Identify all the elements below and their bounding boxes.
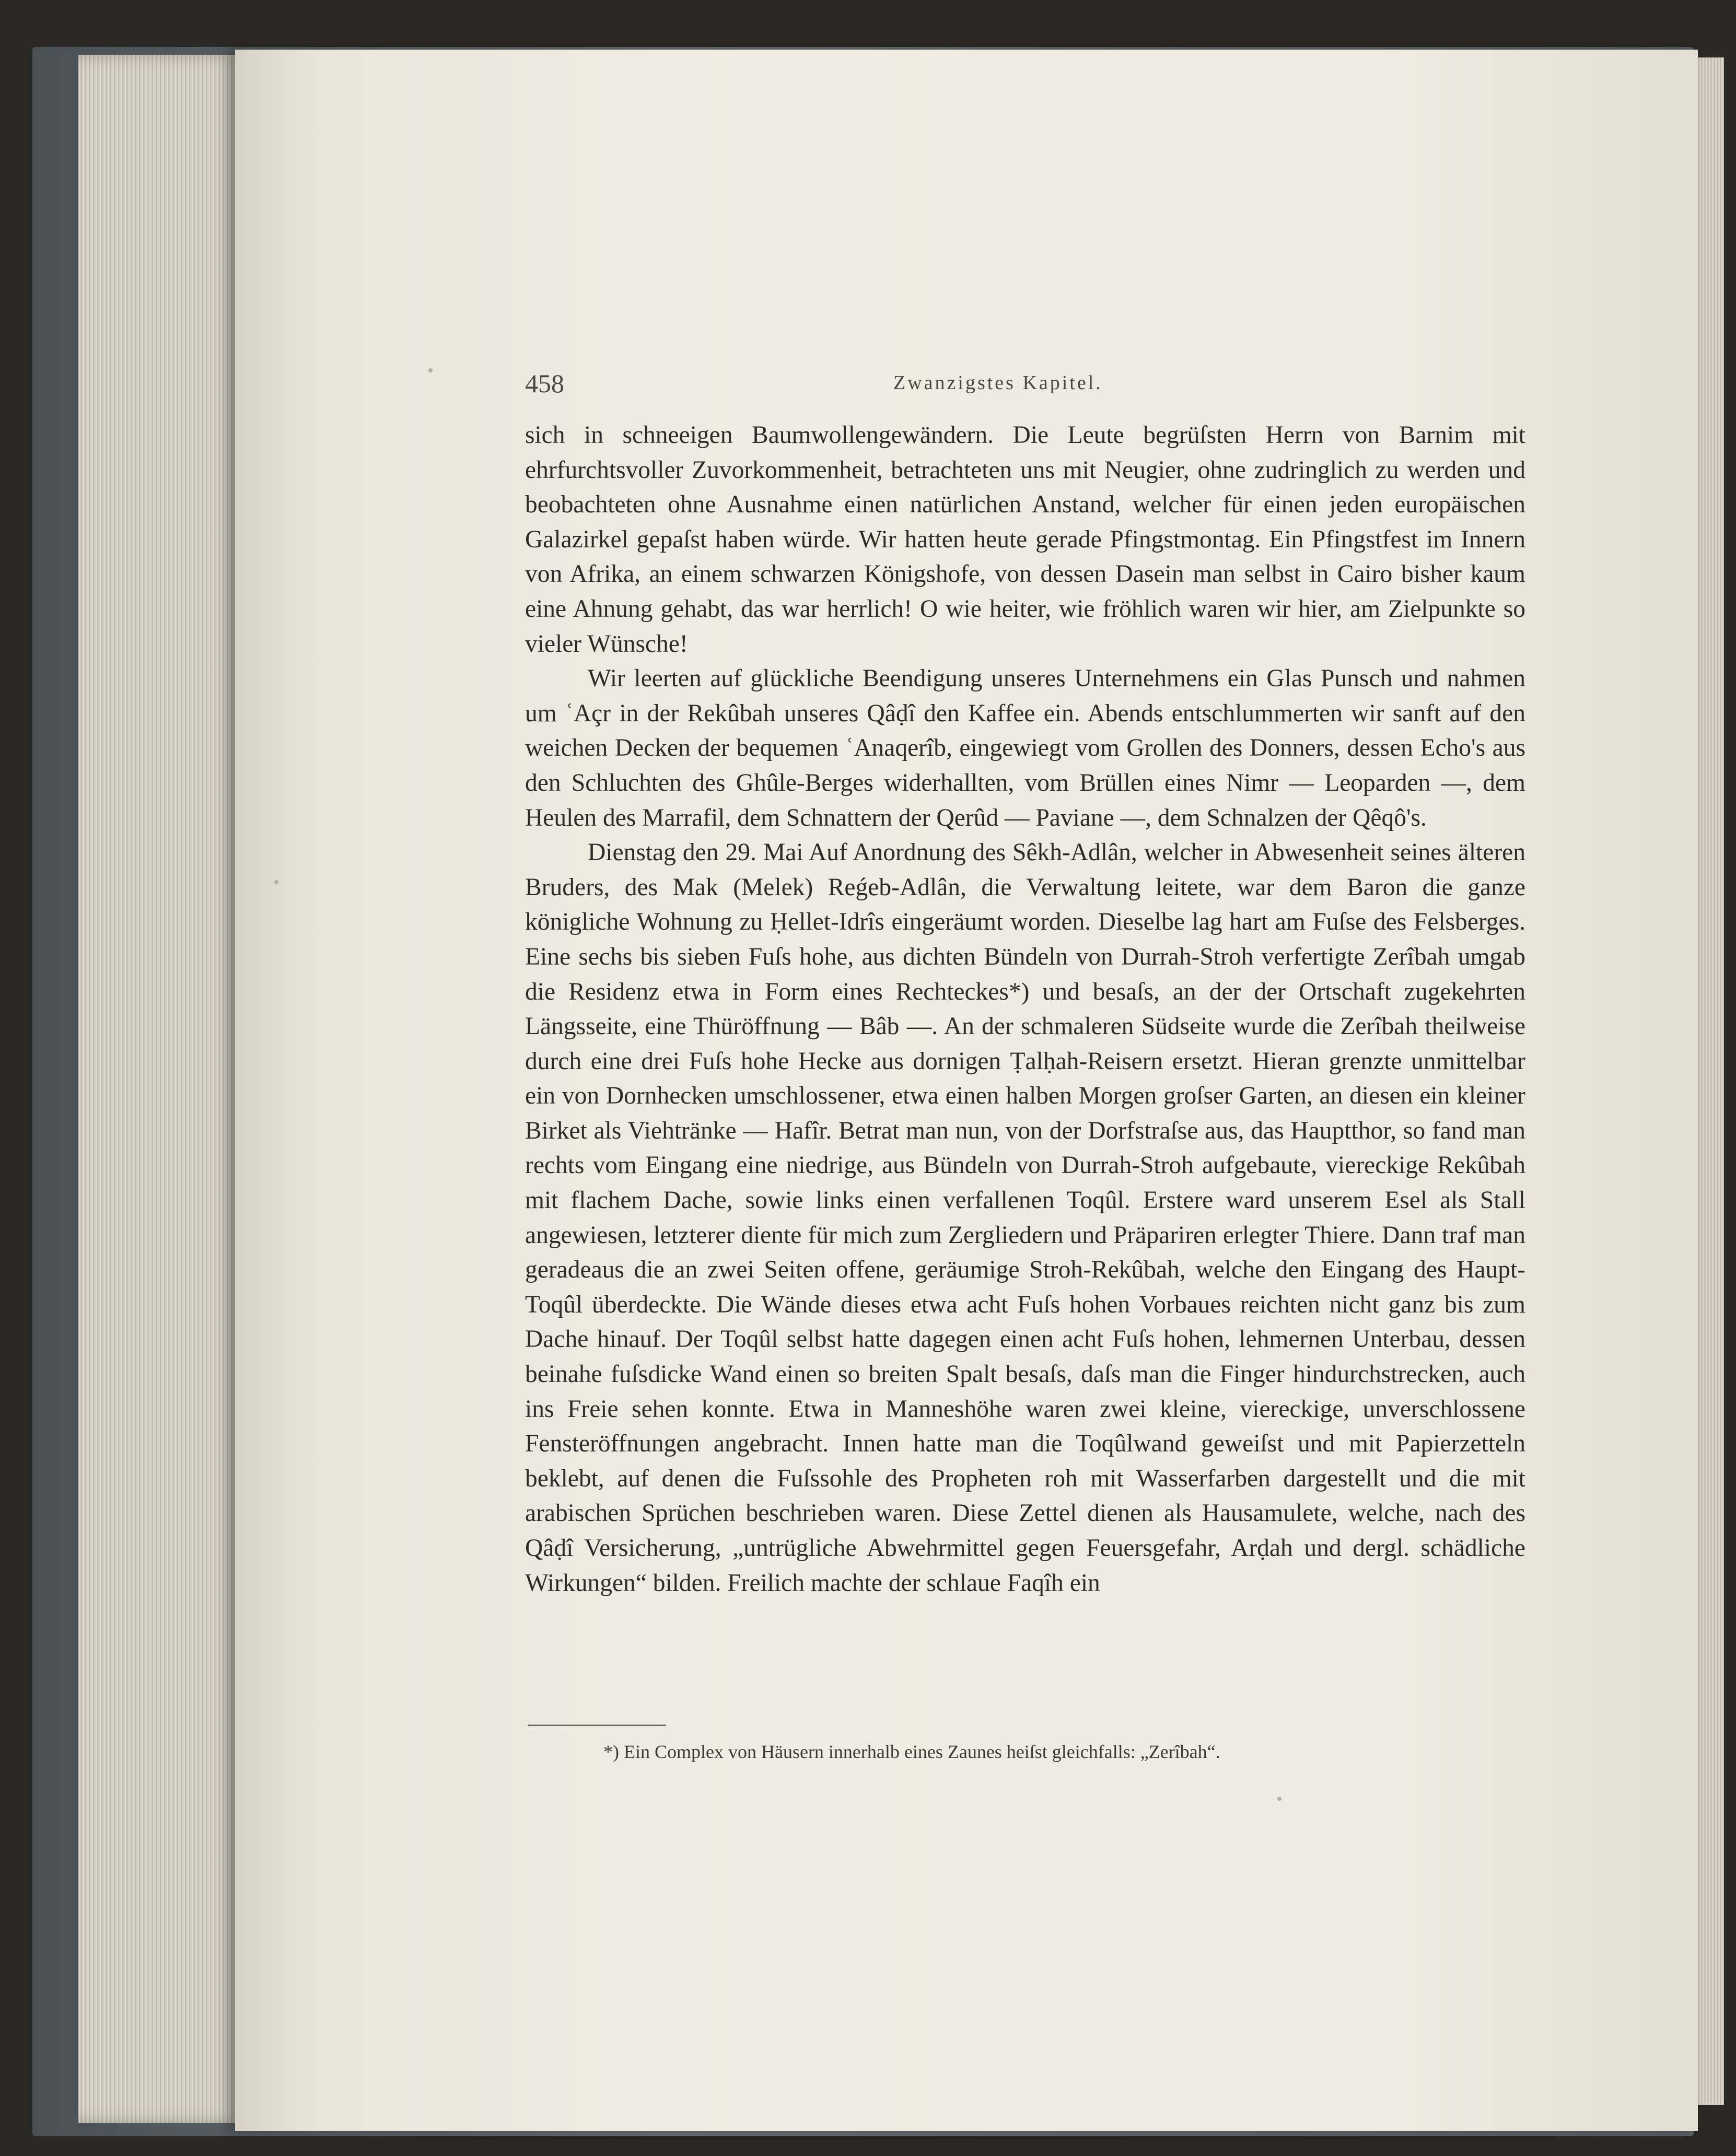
running-head: Zwanzigstes Kapitel.	[893, 372, 1103, 394]
paper-speck	[274, 880, 278, 884]
body-text	[525, 418, 1525, 1600]
footnote: *) Ein Complex von Häusern innerhalb eines Zaunes heiſst gleichfalls: „Zerîbah“.	[603, 1741, 1220, 1762]
paper-speck	[428, 368, 433, 372]
footnote-rule	[528, 1725, 666, 1726]
paragraph-2: Wir leerten auf glückliche Beendigung unseres Unternehmens ein Glas Punsch und nahmen um ʿAçr in der Rekûbah unseres Qâḍî den Kaffee ein. Abends entschlummerten wir sanft auf den weichen Decken der bequemen ʿAnaqerîb, eingewiegt vom Grollen des Donners, dessen Echo's aus den Schluchten des Ghûle-Berges widerhallten, vom Brüllen eines Nimr — Leoparden —, dem Heulen des Marrafil, dem Schnattern der Qerûd — Paviane —, dem Schnalzen der Qêqô's.	[525, 665, 1525, 831]
page-number: 458	[525, 369, 564, 398]
paragraph-3: Dienstag den 29. Mai Auf Anordnung des Sêkh-Adlân, welcher in Abwesenheit seines älteren Bruders, des Mak (Melek) Reǵeb-Adlân, die Verwaltung leitete, war dem Baron die ganze königliche Wohnung zu Ḥellet-Idrîs eingeräumt worden. Dieselbe lag hart am Fuſse des Felsberges. Eine sechs bis sieben Fuſs hohe, aus dichten Bündeln von Durrah-Stroh verfertigte Zerîbah umgab die Residenz etwa in Form eines Rechteckes*) und besaſs, an der der Ortschaft zugekehrten Längsseite, eine Thüröffnung — Bâb —. An der schmaleren Südseite wurde die Zerîbah theilweise durch eine drei Fuſs hohe Hecke aus dornigen Ṭalḥah-Reisern ersetzt. Hieran grenzte unmittelbar ein von Dornhecken umschlossener, etwa einen halben Morgen groſser Garten, an diesen ein kleiner Birket als Viehtränke — Hafîr. Betrat man nun, von der Dorfstraſse aus, das Hauptthor, so fand man rechts vom Eingang eine niedrige, aus Bündeln von Durrah-Stroh aufgebaute, viereckige Rekûbah mit flachem Dache, sowie links einen verfallenen Toqûl. Erstere ward unserem Esel als Stall angewiesen, letzterer diente für mich zum Zergliedern und Präpariren erlegter Thiere. Dann traf man geradeaus die an zwei Seiten offene, geräumige Stroh-Rekûbah, welche den Eingang des Haupt-Toqûl überdeckte. Die Wände dieses etwa acht Fuſs hohen Vorbaues reichten nicht ganz bis zum Dache hinauf. Der Toqûl selbst hatte dagegen einen acht Fuſs hohen, lehmernen Unterbau, dessen beinahe fuſsdicke Wand einen so breiten Spalt besaſs, daſs man die Finger hindurchstrecken, auch ins Freie sehen konnte. Etwa in Manneshöhe waren zwei kleine, viereckige, unverschlossene Fensteröffnungen angebracht. Innen hatte man die Toqûlwand geweiſst und mit Papierzetteln beklebt, auf denen die Fuſssohle des Propheten roh mit Wasserfarben dargestellt und die mit arabischen Sprüchen beschrieben waren. Diese Zettel dienen als Hausamulete, welche, nach des Qâḍî Versicherung, „untrügliche Abwehrmittel gegen Feuersgefahr, Arḍah und dergl. schädliche Wirkungen“ bilden. Freilich machte der schlaue Faqîh ein	[525, 839, 1525, 1597]
paper-speck	[1277, 1797, 1281, 1801]
page-header	[235, 368, 1698, 410]
paragraph-1: sich in schneeigen Baumwollengewändern. Die Leute begrüſsten Herrn von Barnim mit ehrfurchtsvoller Zuvorkommenheit, betrachteten uns mit Neugier, ohne zudringlich zu werden und beobachteten ohne Ausnahme einen natürlichen Anstand, welcher für einen jeden europäischen Galazirkel gepaſst haben würde. Wir hatten heute gerade Pfingstmontag. Ein Pfingstfest im Innern von Afrika, an einem schwarzen Königshofe, von dessen Dasein man selbst in Cairo bisher kaum eine Ahnung gehabt, das war herrlich! O wie heiter, wie fröhlich waren wir hier, am Zielpunkte so vieler Wünsche!	[525, 421, 1525, 658]
book-page	[235, 50, 1698, 2131]
page-edges-left	[78, 55, 246, 2123]
